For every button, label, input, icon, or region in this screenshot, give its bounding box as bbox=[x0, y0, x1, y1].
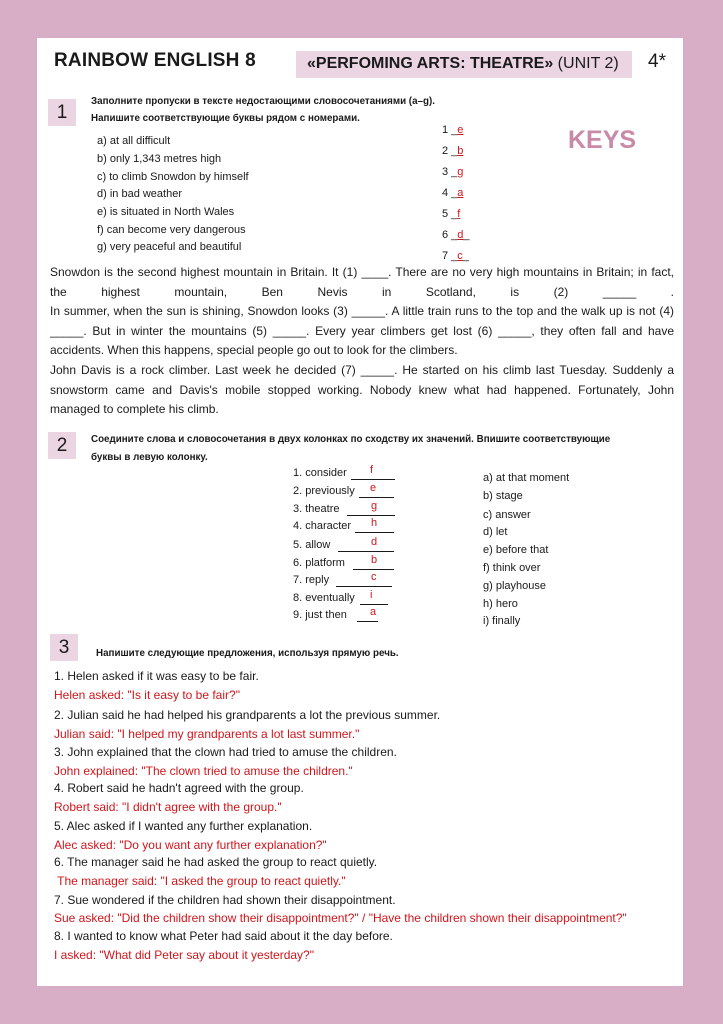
answer-line bbox=[336, 586, 392, 587]
sentence-question: 6. The manager said he had asked the group to react quietly. bbox=[54, 855, 378, 869]
match-item: 1. consider bbox=[293, 467, 347, 479]
key-number: 6 _ bbox=[442, 229, 458, 241]
text-paragraph: Snowdon is the second highest mountain in Britain. It (1) ____. There are no very high mountains in Britain; in fact, the highest mountain, Ben Nevis in Scotland, is (2) _____ . bbox=[50, 265, 674, 299]
topic-unit: (UNIT 2) bbox=[553, 55, 619, 72]
section-2-number: 2 bbox=[48, 432, 76, 459]
sentence-answer: John explained: "The clown tried to amuse the children." bbox=[54, 764, 353, 778]
key-item bbox=[442, 145, 463, 157]
match-answer: f bbox=[370, 464, 374, 476]
option-d: d) in bad weather bbox=[97, 188, 182, 200]
match-answer: a bbox=[370, 606, 377, 618]
match-item: 6. platform bbox=[293, 557, 345, 569]
section-1-instruction-line2: Напишите соответствующие буквы рядом с номерами. bbox=[91, 113, 360, 124]
sentence-answer: Helen asked: "Is it easy to be fair?" bbox=[54, 688, 240, 702]
key-item bbox=[442, 250, 469, 262]
level-mark: 4* bbox=[648, 51, 666, 72]
sentence-answer: The manager said: "I asked the group to react quietly." bbox=[54, 874, 346, 888]
match-answer: c bbox=[371, 571, 377, 583]
match-answer: h bbox=[371, 517, 378, 529]
option-e: e) is situated in North Wales bbox=[97, 206, 235, 218]
key-answer: d bbox=[457, 229, 464, 241]
answer-line bbox=[351, 479, 395, 480]
text-paragraph: In summer, when the sun is shining, Snowdon looks (3) _____. A little train runs to the top and the walk up is not (4) _____. But in winter the mountains (5) _____. Every year climbers get lost (6) _____, they often fall and have accidents. When this happens, special people go out to look for the climbers. bbox=[50, 304, 674, 358]
key-item bbox=[442, 187, 463, 199]
sentence-question: 5. Alec asked if I wanted any further explanation. bbox=[54, 819, 313, 833]
sentence-question: 7. Sue wondered if the children had shown their disappointment. bbox=[54, 893, 396, 907]
sentence-answer: Alec asked: "Do you want any further explanation?" bbox=[54, 838, 327, 852]
sentence-answer: Julian said: "I helped my grandparents a lot last summer." bbox=[54, 727, 360, 741]
section-1-text bbox=[50, 263, 674, 420]
sentence-question: 1. Helen asked if it was easy to be fair. bbox=[54, 669, 259, 683]
option-g: g) very peaceful and beautiful bbox=[97, 241, 242, 253]
key-answer: e bbox=[457, 124, 464, 136]
section-2-instruction-line1: Соедините слова и словосочетания в двух колонках по сходству их значений. Впишите соответствующие bbox=[91, 434, 611, 445]
key-answer: c bbox=[457, 250, 463, 262]
section-2-instruction-line2: буквы в левую колонку. bbox=[91, 452, 208, 463]
key-item bbox=[442, 229, 470, 241]
option-f: f) can become very dangerous bbox=[97, 224, 246, 236]
key-number: 3 _ bbox=[442, 166, 458, 178]
key-number: 4 _ bbox=[442, 187, 458, 199]
answer-line bbox=[360, 604, 388, 605]
key-answer: b bbox=[457, 145, 464, 157]
key-answer: a bbox=[457, 187, 464, 199]
topic-name: «PERFOMING ARTS: THEATRE» bbox=[307, 55, 554, 72]
match-option: f) think over bbox=[483, 562, 541, 574]
match-item: 7. reply bbox=[293, 574, 330, 586]
key-item bbox=[442, 166, 463, 178]
option-b: b) only 1,343 metres high bbox=[97, 153, 222, 165]
sentence-question: 2. Julian said he had helped his grandparents a lot the previous summer. bbox=[54, 708, 441, 722]
match-option: e) before that bbox=[483, 544, 549, 556]
keys-label: KEYS bbox=[568, 126, 637, 154]
worksheet-title: RAINBOW ENGLISH 8 bbox=[54, 50, 256, 71]
match-option: b) stage bbox=[483, 490, 523, 502]
key-item bbox=[442, 208, 460, 220]
key-number: 7 _ bbox=[442, 250, 458, 262]
answer-line bbox=[353, 569, 394, 570]
match-answer: b bbox=[371, 554, 378, 566]
match-answer: i bbox=[370, 589, 373, 601]
match-option: i) finally bbox=[483, 615, 521, 627]
match-option: c) answer bbox=[483, 509, 531, 521]
answer-line bbox=[338, 551, 394, 552]
match-item: 9. just then bbox=[293, 609, 347, 621]
match-answer: d bbox=[371, 536, 378, 548]
text-paragraph: John Davis is a rock climber. Last week he decided (7) _____. He started on his climb last Tuesday. Suddenly a snowstorm came and Davis's mobile stopped working. Nobody knew what had happened. Fortunately, John managed to complete his climb. bbox=[50, 362, 674, 417]
option-a: a) at all difficult bbox=[97, 135, 171, 147]
sentence-answer: Sue asked: "Did the children show their disappointment?" / "Have the children shown their disappointment?" bbox=[54, 911, 627, 925]
match-answer: g bbox=[371, 500, 378, 512]
match-option: g) playhouse bbox=[483, 580, 546, 592]
key-item bbox=[442, 124, 463, 136]
sentence-answer: I asked: "What did Peter say about it yesterday?" bbox=[54, 948, 314, 962]
section-3-number: 3 bbox=[50, 634, 78, 661]
sentence-question: 8. I wanted to know what Peter had said about it the day before. bbox=[54, 929, 393, 943]
key-number: 2 _ bbox=[442, 145, 458, 157]
match-item: 5. allow bbox=[293, 539, 331, 551]
answer-line bbox=[347, 515, 395, 516]
sentence-question: 3. John explained that the clown had tried to amuse the children. bbox=[54, 745, 397, 759]
match-option: d) let bbox=[483, 526, 508, 538]
answer-line bbox=[355, 532, 394, 533]
key-answer: g bbox=[457, 166, 464, 178]
section-1-number: 1 bbox=[48, 99, 76, 126]
match-answer: e bbox=[370, 482, 377, 494]
option-c: c) to climb Snowdon by himself bbox=[97, 171, 249, 183]
key-answer: f bbox=[457, 208, 461, 220]
match-option: h) hero bbox=[483, 598, 518, 610]
key-tail: _ bbox=[462, 250, 469, 262]
answer-line bbox=[357, 621, 378, 622]
section-1-instruction-line1: Заполните пропуски в тексте недостающими словосочетаниями (a–g). bbox=[91, 96, 435, 107]
match-item: 8. eventually bbox=[293, 592, 355, 604]
section-3-instruction: Напишите следующие предложения, используя прямую речь. bbox=[96, 648, 399, 659]
match-item: 3. theatre bbox=[293, 503, 340, 515]
sentence-answer: Robert said: "I didn't agree with the group." bbox=[54, 800, 282, 814]
key-number: 1 _ bbox=[442, 124, 458, 136]
match-option: a) at that moment bbox=[483, 472, 570, 484]
sentence-question: 4. Robert said he hadn't agreed with the group. bbox=[54, 781, 304, 795]
topic-label bbox=[307, 55, 619, 73]
key-number: 5 _ bbox=[442, 208, 458, 220]
key-tail: _ bbox=[463, 229, 470, 241]
answer-line bbox=[359, 497, 394, 498]
match-item: 4. character bbox=[293, 520, 352, 532]
match-item: 2. previously bbox=[293, 485, 355, 497]
